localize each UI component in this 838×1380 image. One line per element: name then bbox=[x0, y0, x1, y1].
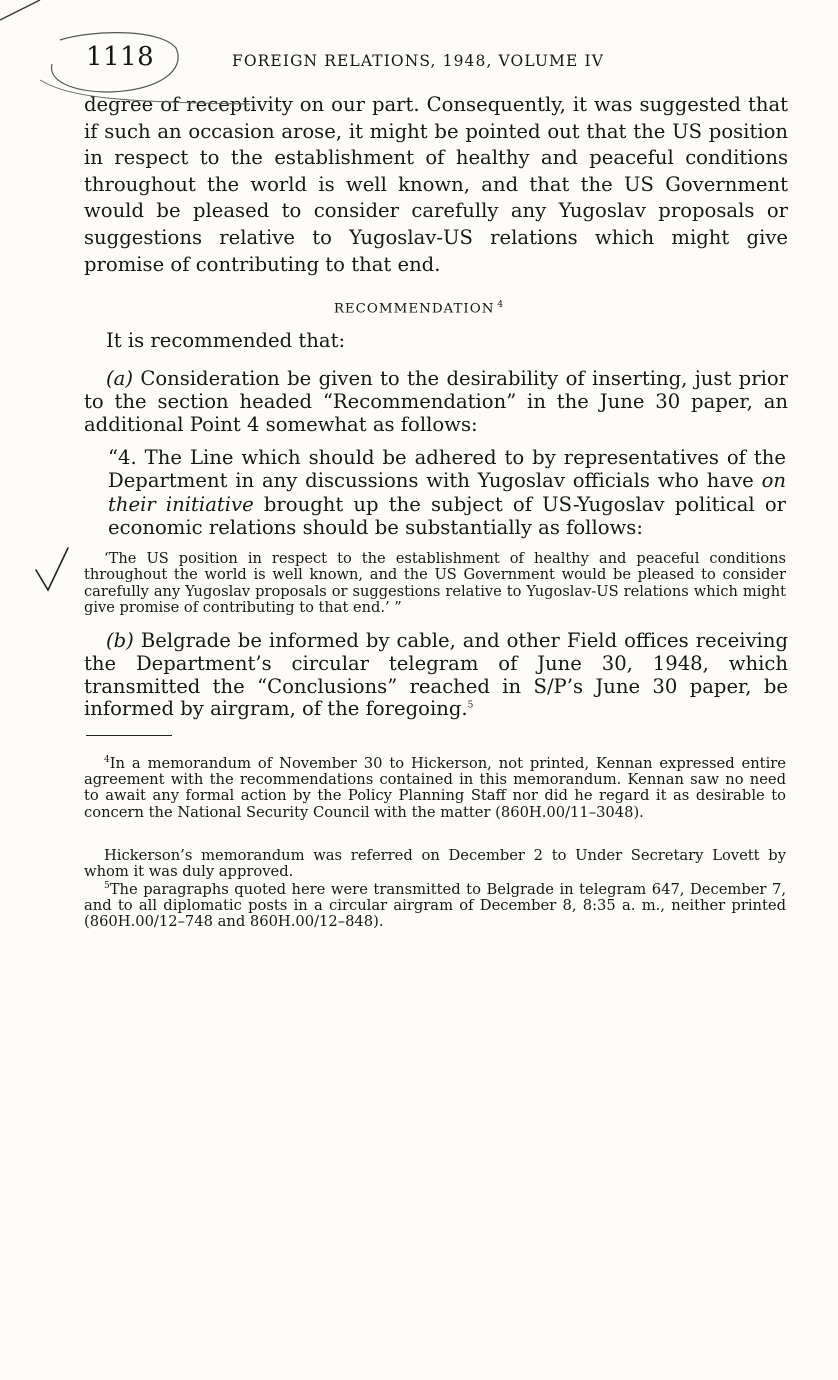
item-a-label: (a) bbox=[106, 367, 133, 390]
item-b-text: Belgrade be informed by cable, and other Field offices receiving the Department’s circular telegram of June 30, 1948, which transmitted the “Conclusions” reached in S/P’s June 30 paper, be informed by airgram, of the foregoing. bbox=[84, 629, 788, 721]
paragraph-continuation bbox=[84, 92, 788, 278]
quoted-point-4 bbox=[108, 446, 786, 540]
footnote-4-continued bbox=[84, 848, 786, 880]
item-b-paragraph bbox=[84, 630, 788, 721]
pen-stroke-top-left bbox=[0, 0, 40, 20]
intro-text: It is recommended that: bbox=[106, 329, 346, 352]
paragraph-text: degree of receptivity on our part. Consequently, it was suggested that if such an occasion arose, it might be pointed out that the US position in respect to the establishment of healthy and peaceful conditions throughout the world is well known, and that the US Government would be pleased to consider carefully any Yugoslav proposals or suggestions relative to Yugoslav-US relations which might give promise of contributing to that end. bbox=[84, 93, 788, 276]
footnote-ref-5: 5 bbox=[467, 700, 474, 711]
footnote-5 bbox=[84, 882, 786, 931]
heading-text: RECOMMENDATION bbox=[333, 301, 495, 317]
inner-quote-text: ‘The US position in respect to the establishment of healthy and peaceful conditions throughout the world is well known, and the US Government would be pleased to consider carefully any Yugoslav proposals or suggestions relative to Yugoslav-US relations which might give promise of contributing to that end.’ ” bbox=[84, 550, 786, 617]
running-head: FOREIGN RELATIONS, 1948, VOLUME IV bbox=[232, 52, 604, 70]
footnote-text: Hickerson’s memorandum was referred on December 2 to Under Secretary Lovett by whom it was duly approved. bbox=[84, 847, 786, 881]
inner-quote bbox=[84, 551, 786, 617]
quoted-point-lead: “4. The Line which should be adhered to by representatives of the Department in any discussions with Yugoslav officials who have bbox=[108, 446, 786, 493]
recommendation-intro bbox=[84, 328, 788, 355]
item-b-label: (b) bbox=[106, 629, 134, 652]
check-mark bbox=[36, 548, 68, 590]
quoted-point-tail: brought up the subject of US-Yugoslav political or economic relations should be substantially as follows: bbox=[108, 492, 786, 540]
footnote-mark: 4 bbox=[104, 755, 110, 766]
page-header bbox=[86, 42, 786, 78]
quoted-point-italic: on their initiative bbox=[108, 469, 786, 516]
item-a-paragraph bbox=[84, 368, 788, 436]
section-heading bbox=[0, 300, 838, 316]
item-a bbox=[84, 368, 788, 436]
footnote-ref-4: 4 bbox=[497, 300, 505, 310]
footnote-text: In a memorandum of November 30 to Hickerson, not printed, Kennan expressed entire agreement with the recommendations contained in this memorandum. Kennan saw no need to await any formal action by the Policy Planning Staff nor did he regard it as desirable to concern the National Security Council with the matter (860H.00/11–3048). bbox=[84, 755, 786, 821]
item-a-text: Consideration be given to the desirability of inserting, just prior to the section headed “Recommendation” in the June 30 paper, an additional Point 4 somewhat as follows: bbox=[84, 367, 788, 436]
page-number: 1118 bbox=[86, 42, 155, 72]
footnote-text: The paragraphs quoted here were transmitted to Belgrade in telegram 647, December 7, and to all diplomatic posts in a circular airgram of December 8, 8:35 a. m., neither printed (860H.00/12–748 and 860H.00/12–848). bbox=[84, 881, 786, 931]
item-b bbox=[84, 630, 788, 721]
footnote-divider bbox=[86, 735, 172, 736]
footnote-mark: 5 bbox=[104, 881, 110, 892]
footnote-4 bbox=[84, 756, 786, 821]
